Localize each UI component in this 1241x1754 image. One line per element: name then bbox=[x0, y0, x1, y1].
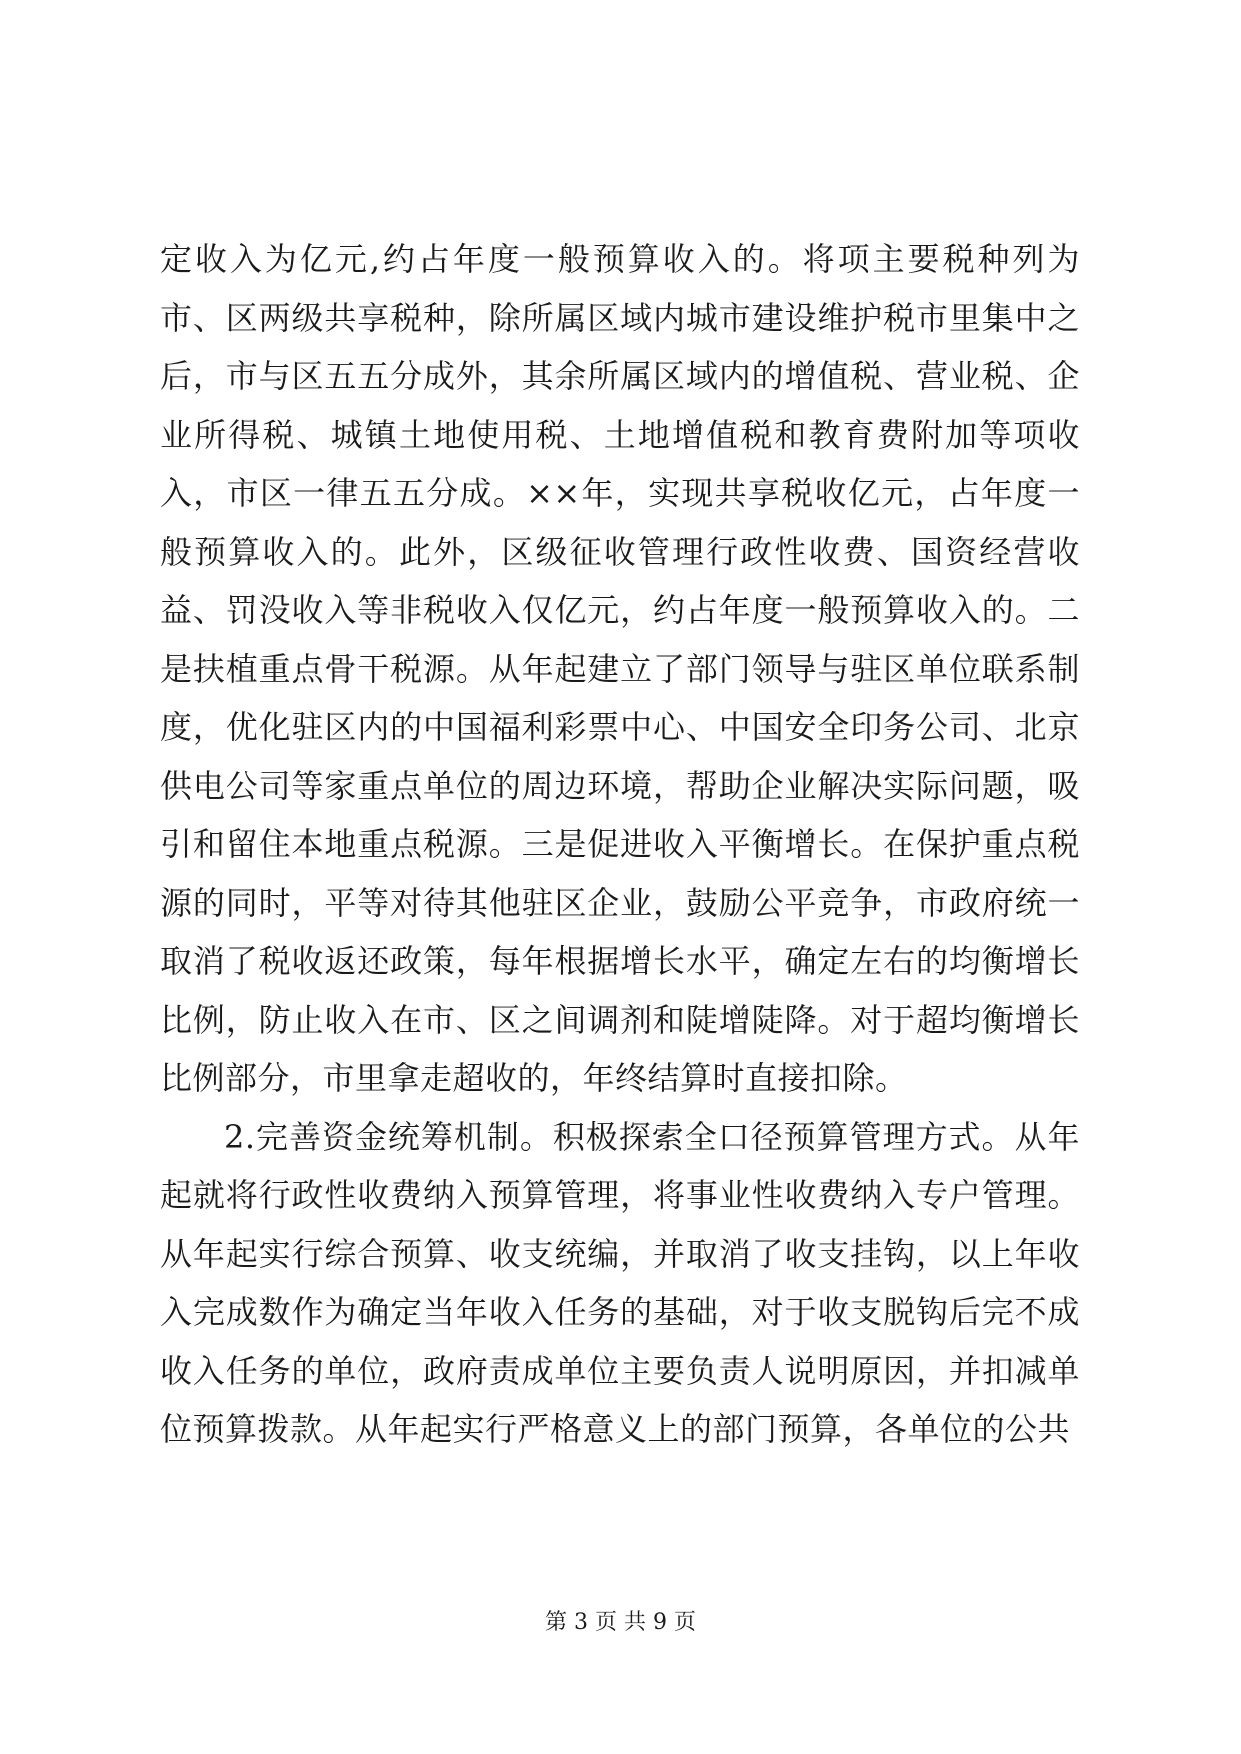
page-number-footer: 第 3 页 共 9 页 bbox=[545, 1610, 696, 1635]
paragraph-funding-mechanism: 2.完善资金统筹机制。积极探索全口径预算管理方式。从年起就将行政性收费纳入预算管理，将事业性收费纳入专户管理。从年起实行综合预算、收支统编，并取消了收支挂钩，以上年收入完成数作为确定当年收入任务的基础，对于收支脱钩后完不成收入任务的单位，政府责成单位主要负责人说明原因，并扣减单位预算拨款。从年起实行严格意义上的部门预算，各单位的公共 bbox=[160, 1117, 1080, 1448]
paragraph-continuation: 定收入为亿元,约占年度一般预算收入的。将项主要税种列为市、区两级共享税种，除所属区域内城市建设维护税市里集中之后，市与区五五分成外，其余所属区域内的增值税、营业税、企业所得税、城镇土地使用税、土地增值税和教育费附加等项收入，市区一律五五分成。××年，实现共享税收亿元，占年度一般预算收入的。此外，区级征收管理行政性收费、国资经营收益、罚没收入等非税收入仅亿元，约占年度一般预算收入的。二是扶植重点骨干税源。从年起建立了部门领导与驻区单位联系制度，优化驻区内的中国福利彩票中心、中国安全印务公司、北京供电公司等家重点单位的周边环境，帮助企业解决实际问题，吸引和留住本地重点税源。三是促进收入平衡增长。在保护重点税源的同时，平等对待其他驻区企业，鼓励公平竞争，市政府统一取消了税收返还政策，每年根据增长水平，确定左右的均衡增长比例，防止收入在市、区之间调剂和陡增陡降。对于超均衡增长比例部分，市里拿走超收的，年终结算时直接扣除。 bbox=[160, 240, 1080, 1097]
body-text bbox=[160, 230, 1080, 1459]
